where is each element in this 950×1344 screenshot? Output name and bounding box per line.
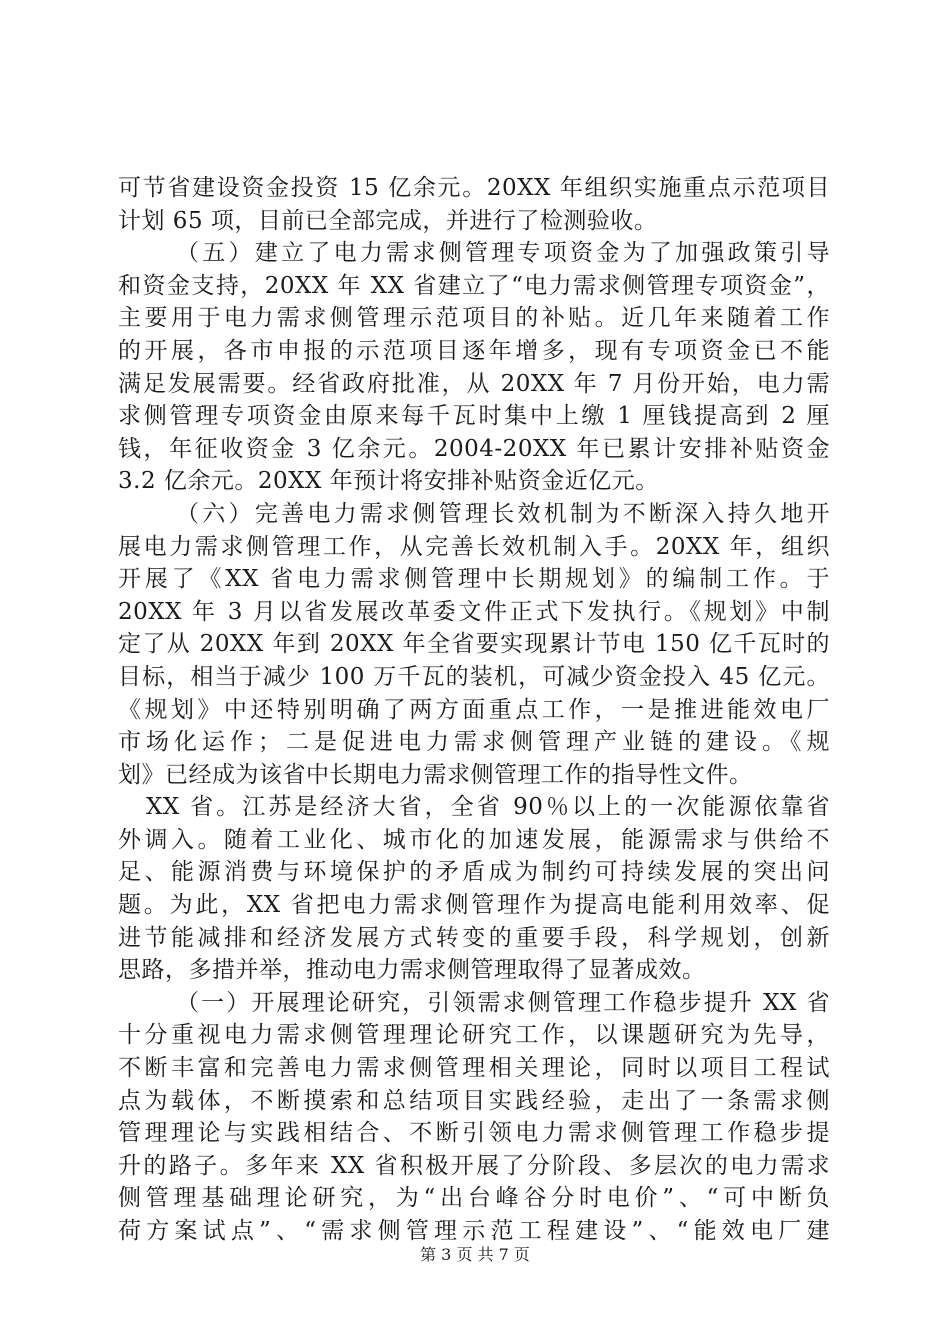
text-line: 3.2 亿余元。20XX 年预计将安排补贴资金近亿元。 <box>118 468 659 495</box>
text-line: 市场化运作；二是促进电力需求侧管理产业链的建设。《规 <box>118 729 830 756</box>
text-line: 划》已经成为该省中长期电力需求侧管理工作的指导性文件。 <box>118 761 753 788</box>
text-line: 《规划》中还特别明确了两方面重点工作，一是推进能效电厂 <box>118 696 830 723</box>
text-line: 侧管理基础理论研究，为“出台峰谷分时电价”、“可中断负 <box>118 1185 830 1212</box>
text-line: 的开展，各市申报的示范项目逐年增多，现有专项资金已不能 <box>118 337 830 364</box>
text-line: 定了从 20XX 年到 20XX 年全省要实现累计节电 150 亿千瓦时的 <box>118 631 830 658</box>
text-line: 管理理论与实践相结合、不断引领电力需求侧管理工作稳步提 <box>118 1120 830 1147</box>
text-line: 目标，相当于减少 100 万千瓦的装机，可减少资金投入 45 亿元。 <box>118 663 830 690</box>
text-line: 足、能源消费与环境保护的矛盾成为制约可持续发展的突出问 <box>118 859 830 886</box>
text-line: 进节能减排和经济发展方式转变的重要手段，科学规划，创新 <box>118 924 830 951</box>
text-line: 不断丰富和完善电力需求侧管理相关理论，同时以项目工程试 <box>118 1055 830 1082</box>
text-line: 和资金支持，20XX 年 XX 省建立了“电力需求侧管理专项资金”， <box>118 272 830 299</box>
text-line: 20XX 年 3 月以省发展改革委文件正式下发执行。《规划》中制 <box>118 598 830 625</box>
text-line: 外调入。随着工业化、城市化的加速发展，能源需求与供给不 <box>118 826 830 853</box>
text-line: 满足发展需要。经省政府批准，从 20XX 年 7 月份开始，电力需 <box>118 370 830 397</box>
text-line: 十分重视电力需求侧管理理论研究工作，以课题研究为先导， <box>118 1022 830 1049</box>
document-body <box>118 172 830 1248</box>
section-heading-line: （六）完善电力需求侧管理长效机制为不断深入持久地开 <box>176 500 830 527</box>
text-line: 升的路子。多年来 XX 省积极开展了分阶段、多层次的电力需求 <box>118 1152 830 1179</box>
text-line: 钱，年征收资金 3 亿余元。2004-20XX 年已累计安排补贴资金 <box>118 435 830 462</box>
text-line: 思路，多措并举，推动电力需求侧管理取得了显著成效。 <box>118 957 706 984</box>
text-line: 题。为此，XX 省把电力需求侧管理作为提高电能利用效率、促 <box>118 892 830 919</box>
section-heading-line: （一）开展理论研究，引领需求侧管理工作稳步提升 XX 省 <box>176 989 830 1016</box>
section-heading-line: （五）建立了电力需求侧管理专项资金为了加强政策引导 <box>176 240 830 267</box>
text-line: 展电力需求侧管理工作，从完善长效机制入手。20XX 年，组织 <box>118 533 830 560</box>
text-line: 点为载体，不断摸索和总结项目实践经验，走出了一条需求侧 <box>118 1087 830 1114</box>
text-line: 开展了《XX 省电力需求侧管理中长期规划》的编制工作。于 <box>118 566 830 593</box>
text-line: 主要用于电力需求侧管理示范项目的补贴。近几年来随着工作 <box>118 305 830 332</box>
page-number-label: 第 3 页 共 7 页 <box>420 1245 530 1264</box>
text-line: 可节省建设资金投资 15 亿余元。20XX 年组织实施重点示范项目 <box>118 175 830 201</box>
text-line: 计划 65 项，目前已全部完成，并进行了检测验收。 <box>118 207 658 234</box>
text-line: 荷方案试点”、“需求侧管理示范工程建设”、“能效电厂建 <box>118 1218 830 1244</box>
paragraph-start-line: XX 省。江苏是经济大省，全省 90％以上的一次能源依靠省 <box>146 794 830 821</box>
text-line: 求侧管理专项资金由原来每千瓦时集中上缴 1 厘钱提高到 2 厘 <box>118 403 830 430</box>
page-footer <box>0 1245 950 1265</box>
